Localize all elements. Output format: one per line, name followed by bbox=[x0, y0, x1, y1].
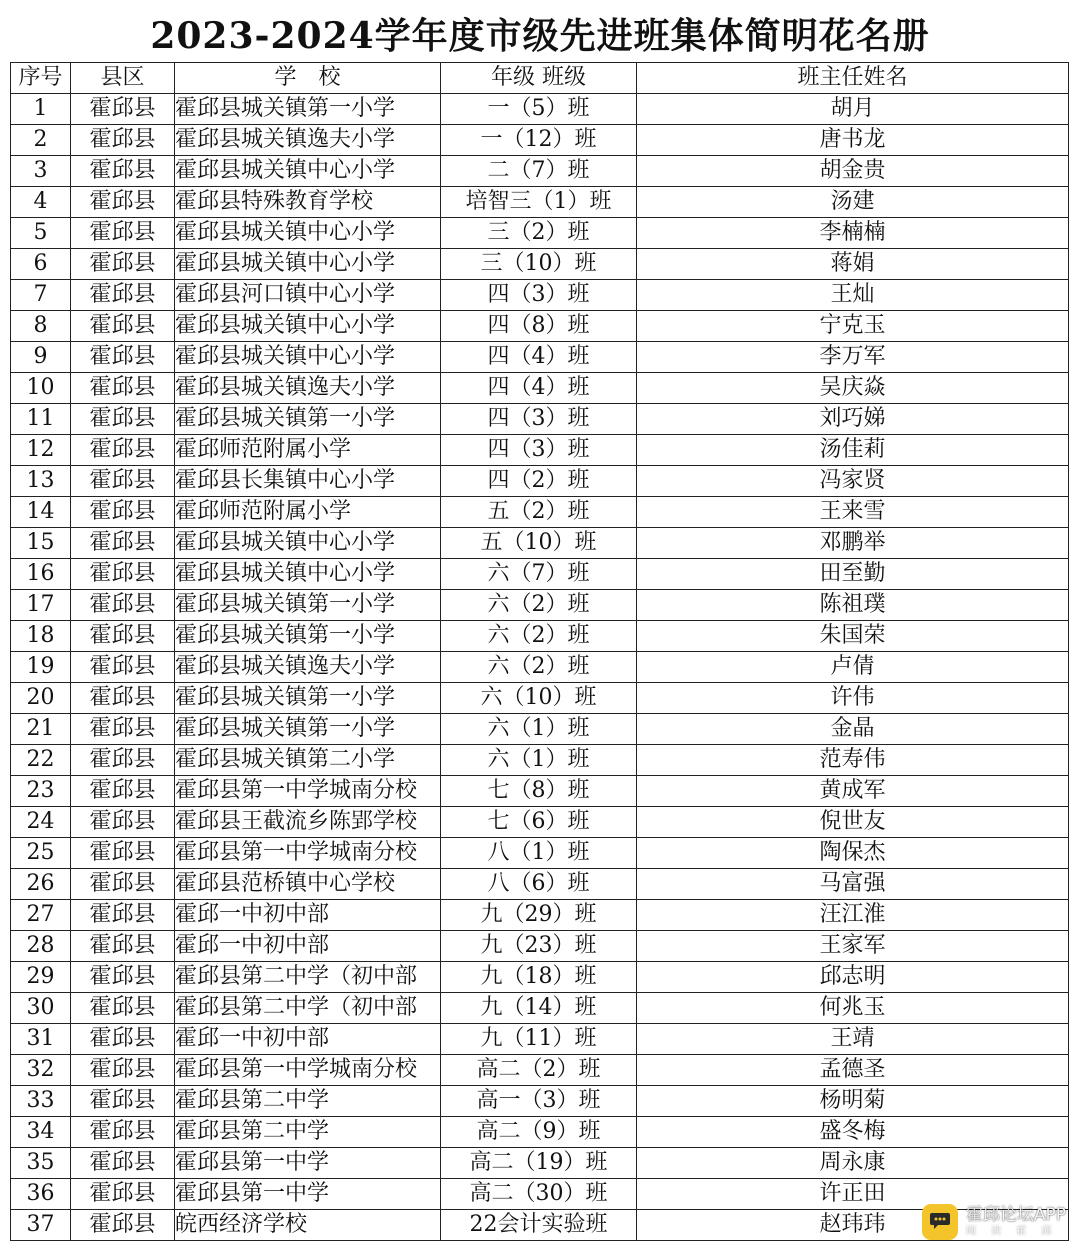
cell-class: 六（10）班 bbox=[441, 683, 637, 714]
cell-class: 高二（9）班 bbox=[441, 1117, 637, 1148]
table-row bbox=[11, 404, 1069, 435]
table-row bbox=[11, 621, 1069, 652]
cell-class: 一（12）班 bbox=[441, 125, 637, 156]
cell-teacher: 邱志明 bbox=[637, 962, 1069, 993]
cell-school: 霍邱县王截流乡陈郢学校 bbox=[175, 807, 441, 838]
cell-no: 36 bbox=[11, 1179, 71, 1210]
cell-class: 六（7）班 bbox=[441, 559, 637, 590]
table-row bbox=[11, 435, 1069, 466]
cell-school: 霍邱县城关镇中心小学 bbox=[175, 249, 441, 280]
cell-county: 霍邱县 bbox=[71, 1086, 175, 1117]
cell-teacher: 王家军 bbox=[637, 931, 1069, 962]
cell-class: 六（1）班 bbox=[441, 714, 637, 745]
table-row bbox=[11, 590, 1069, 621]
cell-school: 霍邱县第二中学（初中部 bbox=[175, 993, 441, 1024]
header-teacher: 班主任姓名 bbox=[637, 63, 1069, 94]
cell-teacher: 冯家贤 bbox=[637, 466, 1069, 497]
cell-no: 15 bbox=[11, 528, 71, 559]
table-row bbox=[11, 342, 1069, 373]
cell-class: 三（10）班 bbox=[441, 249, 637, 280]
cell-school: 霍邱县城关镇第一小学 bbox=[175, 590, 441, 621]
cell-class: 四（3）班 bbox=[441, 404, 637, 435]
cell-school: 霍邱县城关镇中心小学 bbox=[175, 559, 441, 590]
cell-no: 32 bbox=[11, 1055, 71, 1086]
cell-no: 4 bbox=[11, 187, 71, 218]
cell-county: 霍邱县 bbox=[71, 342, 175, 373]
cell-county: 霍邱县 bbox=[71, 156, 175, 187]
cell-county: 霍邱县 bbox=[71, 559, 175, 590]
cell-no: 10 bbox=[11, 373, 71, 404]
cell-class: 四（2）班 bbox=[441, 466, 637, 497]
cell-no: 31 bbox=[11, 1024, 71, 1055]
cell-no: 26 bbox=[11, 869, 71, 900]
cell-county: 霍邱县 bbox=[71, 1055, 175, 1086]
table-row bbox=[11, 497, 1069, 528]
cell-teacher: 刘巧娣 bbox=[637, 404, 1069, 435]
table-row bbox=[11, 466, 1069, 497]
cell-teacher: 李楠楠 bbox=[637, 218, 1069, 249]
cell-county: 霍邱县 bbox=[71, 528, 175, 559]
cell-teacher: 吴庆焱 bbox=[637, 373, 1069, 404]
cell-school: 霍邱县第一中学城南分校 bbox=[175, 776, 441, 807]
table-row bbox=[11, 373, 1069, 404]
table-row bbox=[11, 683, 1069, 714]
cell-teacher: 许正田 bbox=[637, 1179, 1069, 1210]
cell-school: 霍邱县城关镇逸夫小学 bbox=[175, 373, 441, 404]
cell-no: 2 bbox=[11, 125, 71, 156]
cell-no: 13 bbox=[11, 466, 71, 497]
cell-class: 四（8）班 bbox=[441, 311, 637, 342]
cell-class: 六（2）班 bbox=[441, 621, 637, 652]
cell-class: 四（3）班 bbox=[441, 280, 637, 311]
table-row bbox=[11, 1055, 1069, 1086]
cell-no: 7 bbox=[11, 280, 71, 311]
cell-teacher: 王来雪 bbox=[637, 497, 1069, 528]
table-row bbox=[11, 745, 1069, 776]
cell-school: 霍邱县特殊教育学校 bbox=[175, 187, 441, 218]
cell-county: 霍邱县 bbox=[71, 1117, 175, 1148]
cell-teacher: 陈祖璞 bbox=[637, 590, 1069, 621]
cell-county: 霍邱县 bbox=[71, 776, 175, 807]
cell-county: 霍邱县 bbox=[71, 249, 175, 280]
cell-no: 21 bbox=[11, 714, 71, 745]
cell-county: 霍邱县 bbox=[71, 404, 175, 435]
cell-county: 霍邱县 bbox=[71, 125, 175, 156]
cell-county: 霍邱县 bbox=[71, 218, 175, 249]
table-row bbox=[11, 869, 1069, 900]
table-row bbox=[11, 1148, 1069, 1179]
cell-county: 霍邱县 bbox=[71, 466, 175, 497]
cell-no: 33 bbox=[11, 1086, 71, 1117]
cell-school: 霍邱县城关镇第二小学 bbox=[175, 745, 441, 776]
table-row bbox=[11, 807, 1069, 838]
table-row bbox=[11, 1117, 1069, 1148]
table-row bbox=[11, 993, 1069, 1024]
table-row bbox=[11, 1179, 1069, 1210]
table-row bbox=[11, 1024, 1069, 1055]
cell-county: 霍邱县 bbox=[71, 714, 175, 745]
cell-school: 霍邱一中初中部 bbox=[175, 900, 441, 931]
cell-school: 霍邱县第一中学 bbox=[175, 1179, 441, 1210]
cell-no: 12 bbox=[11, 435, 71, 466]
cell-county: 霍邱县 bbox=[71, 1210, 175, 1241]
cell-no: 1 bbox=[11, 94, 71, 125]
cell-no: 6 bbox=[11, 249, 71, 280]
cell-class: 六（2）班 bbox=[441, 590, 637, 621]
cell-class: 八（6）班 bbox=[441, 869, 637, 900]
cell-county: 霍邱县 bbox=[71, 993, 175, 1024]
cell-county: 霍邱县 bbox=[71, 280, 175, 311]
cell-county: 霍邱县 bbox=[71, 373, 175, 404]
cell-class: 四（4）班 bbox=[441, 373, 637, 404]
cell-no: 3 bbox=[11, 156, 71, 187]
cell-class: 高二（19）班 bbox=[441, 1148, 637, 1179]
cell-teacher: 陶保杰 bbox=[637, 838, 1069, 869]
table-row bbox=[11, 156, 1069, 187]
cell-teacher: 胡金贵 bbox=[637, 156, 1069, 187]
cell-county: 霍邱县 bbox=[71, 962, 175, 993]
cell-teacher: 卢倩 bbox=[637, 652, 1069, 683]
cell-no: 14 bbox=[11, 497, 71, 528]
cell-no: 24 bbox=[11, 807, 71, 838]
cell-school: 霍邱县城关镇逸夫小学 bbox=[175, 652, 441, 683]
cell-no: 16 bbox=[11, 559, 71, 590]
cell-school: 霍邱县第二中学 bbox=[175, 1117, 441, 1148]
table-row bbox=[11, 776, 1069, 807]
cell-teacher: 汤建 bbox=[637, 187, 1069, 218]
cell-school: 霍邱县城关镇第一小学 bbox=[175, 404, 441, 435]
table-row bbox=[11, 187, 1069, 218]
cell-teacher: 邓鹏举 bbox=[637, 528, 1069, 559]
cell-county: 霍邱县 bbox=[71, 900, 175, 931]
cell-class: 一（5）班 bbox=[441, 94, 637, 125]
cell-county: 霍邱县 bbox=[71, 838, 175, 869]
cell-no: 34 bbox=[11, 1117, 71, 1148]
cell-school: 霍邱县第二中学 bbox=[175, 1086, 441, 1117]
roster-body bbox=[11, 94, 1069, 1241]
cell-county: 霍邱县 bbox=[71, 187, 175, 218]
roster-table bbox=[10, 62, 1069, 1241]
chat-bubble-icon bbox=[928, 1208, 952, 1236]
cell-county: 霍邱县 bbox=[71, 745, 175, 776]
cell-class: 九（11）班 bbox=[441, 1024, 637, 1055]
cell-class: 九（14）班 bbox=[441, 993, 637, 1024]
cell-county: 霍邱县 bbox=[71, 1179, 175, 1210]
cell-class: 22会计实验班 bbox=[441, 1210, 637, 1241]
cell-class: 九（29）班 bbox=[441, 900, 637, 931]
cell-no: 18 bbox=[11, 621, 71, 652]
cell-no: 20 bbox=[11, 683, 71, 714]
cell-school: 霍邱县河口镇中心小学 bbox=[175, 280, 441, 311]
cell-county: 霍邱县 bbox=[71, 931, 175, 962]
cell-class: 三（2）班 bbox=[441, 218, 637, 249]
cell-teacher: 金晶 bbox=[637, 714, 1069, 745]
cell-teacher: 胡月 bbox=[637, 94, 1069, 125]
cell-no: 23 bbox=[11, 776, 71, 807]
cell-teacher: 盛冬梅 bbox=[637, 1117, 1069, 1148]
cell-school: 霍邱县城关镇中心小学 bbox=[175, 528, 441, 559]
cell-no: 25 bbox=[11, 838, 71, 869]
cell-school: 霍邱县城关镇第一小学 bbox=[175, 621, 441, 652]
cell-county: 霍邱县 bbox=[71, 435, 175, 466]
table-row bbox=[11, 280, 1069, 311]
cell-no: 22 bbox=[11, 745, 71, 776]
watermark bbox=[922, 1202, 1066, 1242]
cell-school: 霍邱县长集镇中心小学 bbox=[175, 466, 441, 497]
cell-county: 霍邱县 bbox=[71, 869, 175, 900]
cell-school: 霍邱县城关镇第一小学 bbox=[175, 683, 441, 714]
cell-class: 培智三（1）班 bbox=[441, 187, 637, 218]
cell-teacher: 何兆玉 bbox=[637, 993, 1069, 1024]
cell-teacher: 许伟 bbox=[637, 683, 1069, 714]
cell-no: 5 bbox=[11, 218, 71, 249]
cell-no: 37 bbox=[11, 1210, 71, 1241]
cell-teacher: 宁克玉 bbox=[637, 311, 1069, 342]
header-school: 学 校 bbox=[175, 63, 441, 94]
table-row bbox=[11, 528, 1069, 559]
cell-school: 霍邱县城关镇中心小学 bbox=[175, 342, 441, 373]
cell-teacher: 汤佳莉 bbox=[637, 435, 1069, 466]
table-row bbox=[11, 559, 1069, 590]
cell-school: 霍邱一中初中部 bbox=[175, 1024, 441, 1055]
cell-class: 二（7）班 bbox=[441, 156, 637, 187]
cell-school: 霍邱县城关镇中心小学 bbox=[175, 311, 441, 342]
cell-school: 霍邱县城关镇中心小学 bbox=[175, 218, 441, 249]
cell-teacher: 周永康 bbox=[637, 1148, 1069, 1179]
cell-county: 霍邱县 bbox=[71, 94, 175, 125]
cell-school: 霍邱县第二中学（初中部 bbox=[175, 962, 441, 993]
cell-teacher: 唐书龙 bbox=[637, 125, 1069, 156]
cell-class: 高一（3）班 bbox=[441, 1086, 637, 1117]
cell-teacher: 李万军 bbox=[637, 342, 1069, 373]
cell-class: 六（1）班 bbox=[441, 745, 637, 776]
table-row bbox=[11, 1210, 1069, 1241]
cell-teacher: 王靖 bbox=[637, 1024, 1069, 1055]
cell-school: 皖西经济学校 bbox=[175, 1210, 441, 1241]
cell-no: 17 bbox=[11, 590, 71, 621]
table-row bbox=[11, 94, 1069, 125]
cell-no: 28 bbox=[11, 931, 71, 962]
cell-teacher: 赵玮玮 bbox=[637, 1210, 1069, 1241]
cell-teacher: 蒋娟 bbox=[637, 249, 1069, 280]
cell-county: 霍邱县 bbox=[71, 807, 175, 838]
cell-class: 七（6）班 bbox=[441, 807, 637, 838]
cell-class: 九（18）班 bbox=[441, 962, 637, 993]
table-row bbox=[11, 249, 1069, 280]
cell-school: 霍邱县第一中学 bbox=[175, 1148, 441, 1179]
cell-county: 霍邱县 bbox=[71, 497, 175, 528]
cell-county: 霍邱县 bbox=[71, 621, 175, 652]
cell-school: 霍邱师范附属小学 bbox=[175, 497, 441, 528]
cell-school: 霍邱县城关镇第一小学 bbox=[175, 714, 441, 745]
cell-teacher: 汪江淮 bbox=[637, 900, 1069, 931]
cell-class: 八（1）班 bbox=[441, 838, 637, 869]
cell-teacher: 倪世友 bbox=[637, 807, 1069, 838]
cell-county: 霍邱县 bbox=[71, 652, 175, 683]
table-row bbox=[11, 838, 1069, 869]
table-row bbox=[11, 931, 1069, 962]
cell-class: 七（8）班 bbox=[441, 776, 637, 807]
cell-no: 8 bbox=[11, 311, 71, 342]
cell-school: 霍邱县城关镇逸夫小学 bbox=[175, 125, 441, 156]
cell-county: 霍邱县 bbox=[71, 1024, 175, 1055]
table-row bbox=[11, 218, 1069, 249]
cell-class: 四（3）班 bbox=[441, 435, 637, 466]
table-row bbox=[11, 652, 1069, 683]
cell-teacher: 马富强 bbox=[637, 869, 1069, 900]
cell-class: 五（2）班 bbox=[441, 497, 637, 528]
table-row bbox=[11, 311, 1069, 342]
document-title: 2023-2024学年度市级先进班集体简明花名册 bbox=[150, 15, 930, 57]
cell-no: 11 bbox=[11, 404, 71, 435]
cell-teacher: 范寿伟 bbox=[637, 745, 1069, 776]
cell-no: 19 bbox=[11, 652, 71, 683]
cell-class: 五（10）班 bbox=[441, 528, 637, 559]
cell-county: 霍邱县 bbox=[71, 683, 175, 714]
table-row bbox=[11, 900, 1069, 931]
cell-teacher: 孟德圣 bbox=[637, 1055, 1069, 1086]
cell-class: 高二（2）班 bbox=[441, 1055, 637, 1086]
cell-school: 霍邱县范桥镇中心学校 bbox=[175, 869, 441, 900]
cell-county: 霍邱县 bbox=[71, 1148, 175, 1179]
table-row bbox=[11, 125, 1069, 156]
cell-no: 30 bbox=[11, 993, 71, 1024]
cell-teacher: 朱国荣 bbox=[637, 621, 1069, 652]
cell-school: 霍邱县城关镇中心小学 bbox=[175, 156, 441, 187]
cell-teacher: 杨明菊 bbox=[637, 1086, 1069, 1117]
cell-class: 六（2）班 bbox=[441, 652, 637, 683]
cell-school: 霍邱师范附属小学 bbox=[175, 435, 441, 466]
table-row bbox=[11, 1086, 1069, 1117]
cell-no: 9 bbox=[11, 342, 71, 373]
table-row bbox=[11, 962, 1069, 993]
cell-county: 霍邱县 bbox=[71, 590, 175, 621]
header-no: 序号 bbox=[11, 63, 71, 94]
table-row bbox=[11, 714, 1069, 745]
cell-school: 霍邱县城关镇第一小学 bbox=[175, 94, 441, 125]
app-logo bbox=[922, 1204, 958, 1240]
cell-teacher: 黄成军 bbox=[637, 776, 1069, 807]
cell-no: 27 bbox=[11, 900, 71, 931]
cell-class: 九（23）班 bbox=[441, 931, 637, 962]
cell-class: 四（4）班 bbox=[441, 342, 637, 373]
cell-class: 高二（30）班 bbox=[441, 1179, 637, 1210]
header-county: 县区 bbox=[71, 63, 175, 94]
cell-county: 霍邱县 bbox=[71, 311, 175, 342]
cell-no: 35 bbox=[11, 1148, 71, 1179]
watermark-title: 霍邱论坛APP bbox=[965, 1205, 1066, 1225]
cell-school: 霍邱一中初中部 bbox=[175, 931, 441, 962]
cell-teacher: 王灿 bbox=[637, 280, 1069, 311]
header-class: 年级 班级 bbox=[441, 63, 637, 94]
cell-school: 霍邱县第一中学城南分校 bbox=[175, 1055, 441, 1086]
cell-no: 29 bbox=[11, 962, 71, 993]
cell-teacher: 田至勤 bbox=[637, 559, 1069, 590]
header-row bbox=[11, 63, 1069, 94]
watermark-subtitle: 阅 读 霍 邱 bbox=[965, 1226, 1058, 1237]
cell-school: 霍邱县第一中学城南分校 bbox=[175, 838, 441, 869]
